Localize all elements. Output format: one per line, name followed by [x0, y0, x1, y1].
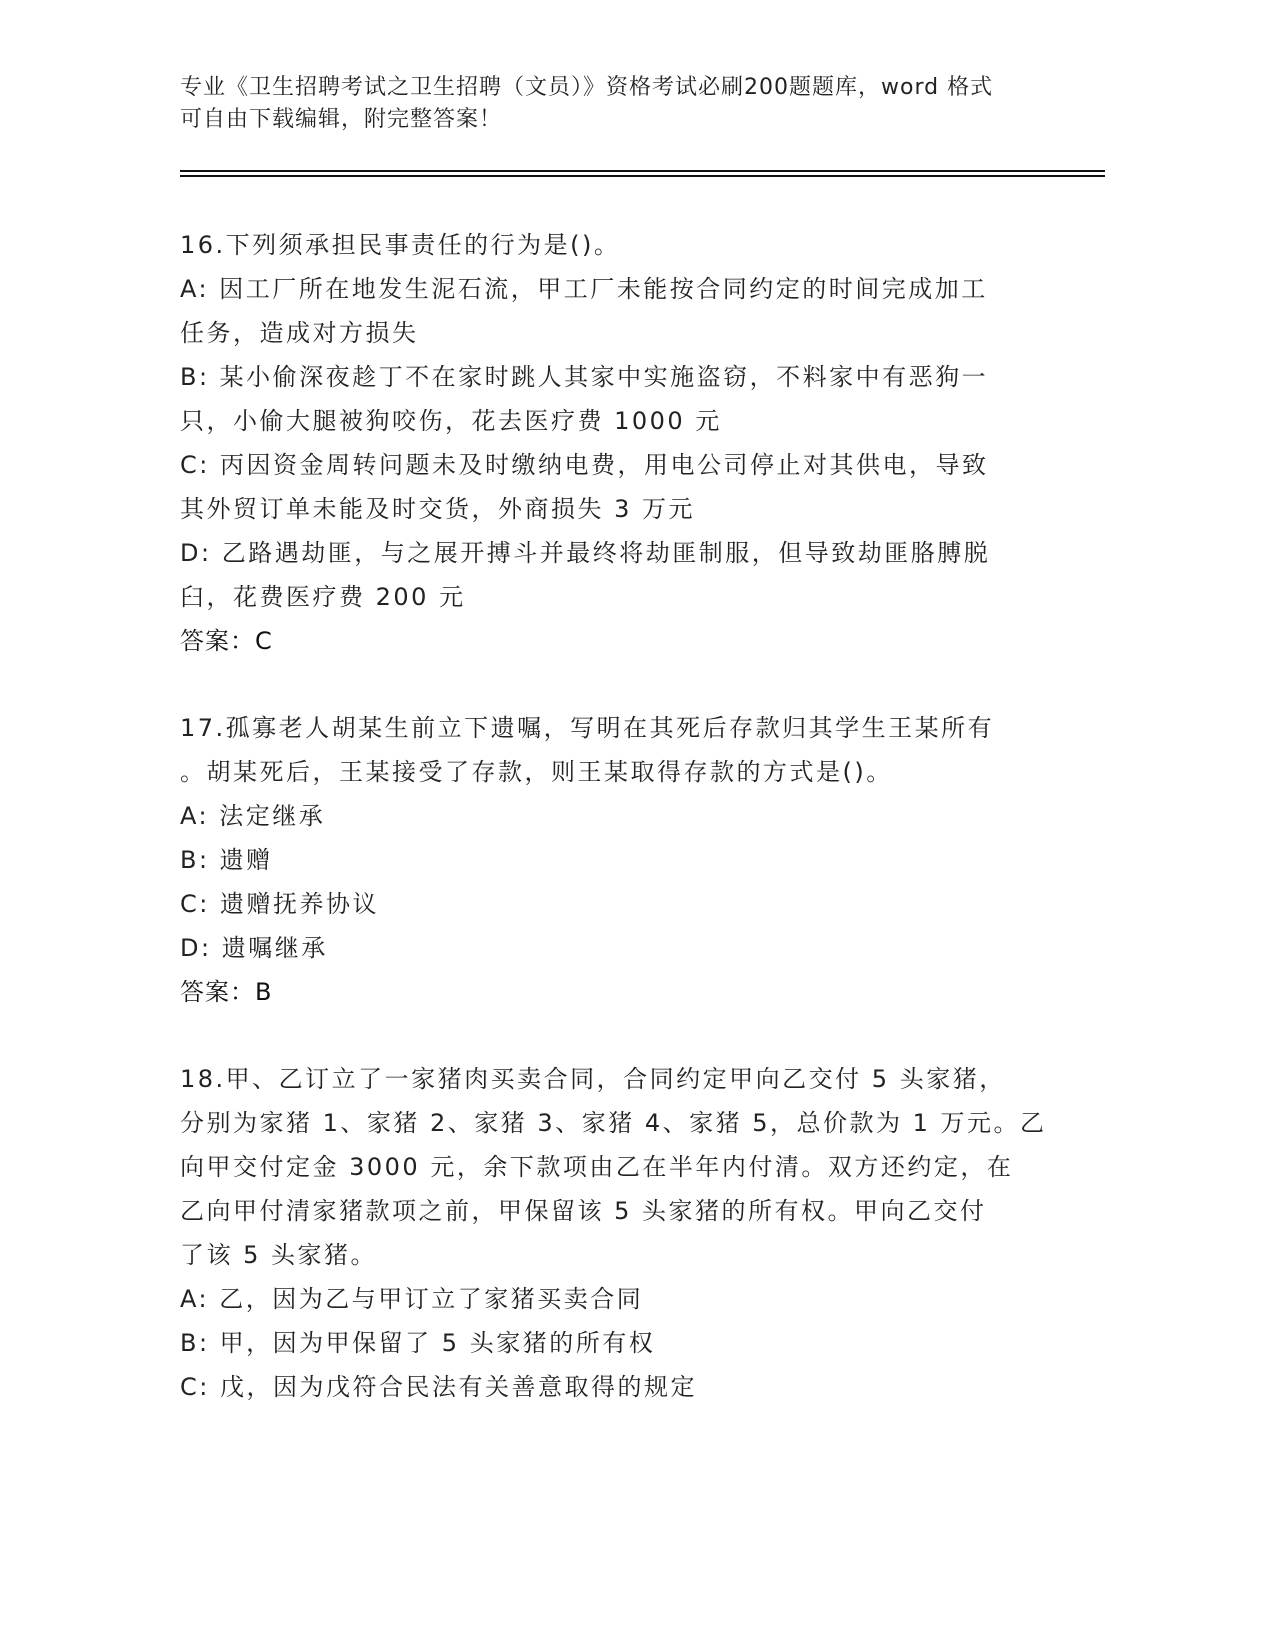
- question-16-option-b: B: 某小偷深夜趁丁不在家时跳人其家中实施盗窃，不料家中有恶狗一: [180, 363, 989, 391]
- question-18-stem-cont-2: 向甲交付定金 3000 元，余下款项由乙在半年内付清。双方还约定，在: [180, 1153, 1014, 1181]
- document-header: [180, 72, 1050, 136]
- question-16: [180, 223, 1060, 663]
- question-16-option-c: C: 丙因资金周转问题未及时缴纳电费，用电公司停止对其供电，导致: [180, 451, 989, 479]
- question-list: [180, 223, 1060, 1409]
- question-16-option-c-cont: 其外贸订单未能及时交货，外商损失 3 万元: [180, 495, 696, 523]
- header-divider-bottom: [180, 175, 1105, 177]
- question-16-answer: 答案：C: [180, 627, 273, 655]
- question-18-stem-cont-3: 乙向甲付清家猪款项之前，甲保留该 5 头家猪的所有权。甲向乙交付: [180, 1197, 987, 1225]
- question-17-option-d: D: 遗嘱继承: [180, 934, 328, 962]
- question-17-stem: 17.孤寡老人胡某生前立下遗嘱，写明在其死后存款归其学生王某所有: [180, 714, 995, 742]
- question-17-answer: 答案：B: [180, 978, 273, 1006]
- question-18-option-c: C: 戊，因为戊符合民法有关善意取得的规定: [180, 1373, 697, 1401]
- question-18-option-a: A: 乙，因为乙与甲订立了家猪买卖合同: [180, 1285, 644, 1313]
- question-17-option-a: A: 法定继承: [180, 802, 326, 830]
- question-17: [180, 706, 1060, 1014]
- question-16-option-a: A: 因工厂所在地发生泥石流，甲工厂未能按合同约定的时间完成加工: [180, 275, 988, 303]
- question-16-option-a-cont: 任务，造成对方损失: [180, 319, 419, 347]
- question-16-option-d: D: 乙路遇劫匪，与之展开搏斗并最终将劫匪制服，但导致劫匪胳膊脱: [180, 539, 991, 567]
- question-18-stem-cont-4: 了该 5 头家猪。: [180, 1241, 378, 1269]
- question-18-stem: 18.甲、乙订立了一家猪肉买卖合同，合同约定甲向乙交付 5 头家猪，: [180, 1065, 1006, 1093]
- question-17-option-b: B: 遗赠: [180, 846, 273, 874]
- question-18-option-b: B: 甲，因为甲保留了 5 头家猪的所有权: [180, 1329, 656, 1357]
- question-16-stem: 16.下列须承担民事责任的行为是()。: [180, 231, 621, 259]
- header-title-line-2: 可自由下载编辑，附完整答案！: [180, 107, 503, 132]
- question-18: [180, 1057, 1060, 1409]
- question-17-stem-cont: 。胡某死后，王某接受了存款，则王某取得存款的方式是()。: [180, 758, 893, 786]
- question-17-option-c: C: 遗赠抚养协议: [180, 890, 379, 918]
- header-title-line-1: 专业《卫生招聘考试之卫生招聘（文员）》资格考试必刷200题题库，word 格式: [180, 75, 994, 100]
- question-16-option-b-cont: 只，小偷大腿被狗咬伤，花去医疗费 1000 元: [180, 407, 722, 435]
- question-16-option-d-cont: 臼，花费医疗费 200 元: [180, 583, 466, 611]
- question-18-stem-cont-1: 分别为家猪 1、家猪 2、家猪 3、家猪 4、家猪 5，总价款为 1 万元。乙: [180, 1109, 1047, 1137]
- header-divider-top: [180, 170, 1105, 172]
